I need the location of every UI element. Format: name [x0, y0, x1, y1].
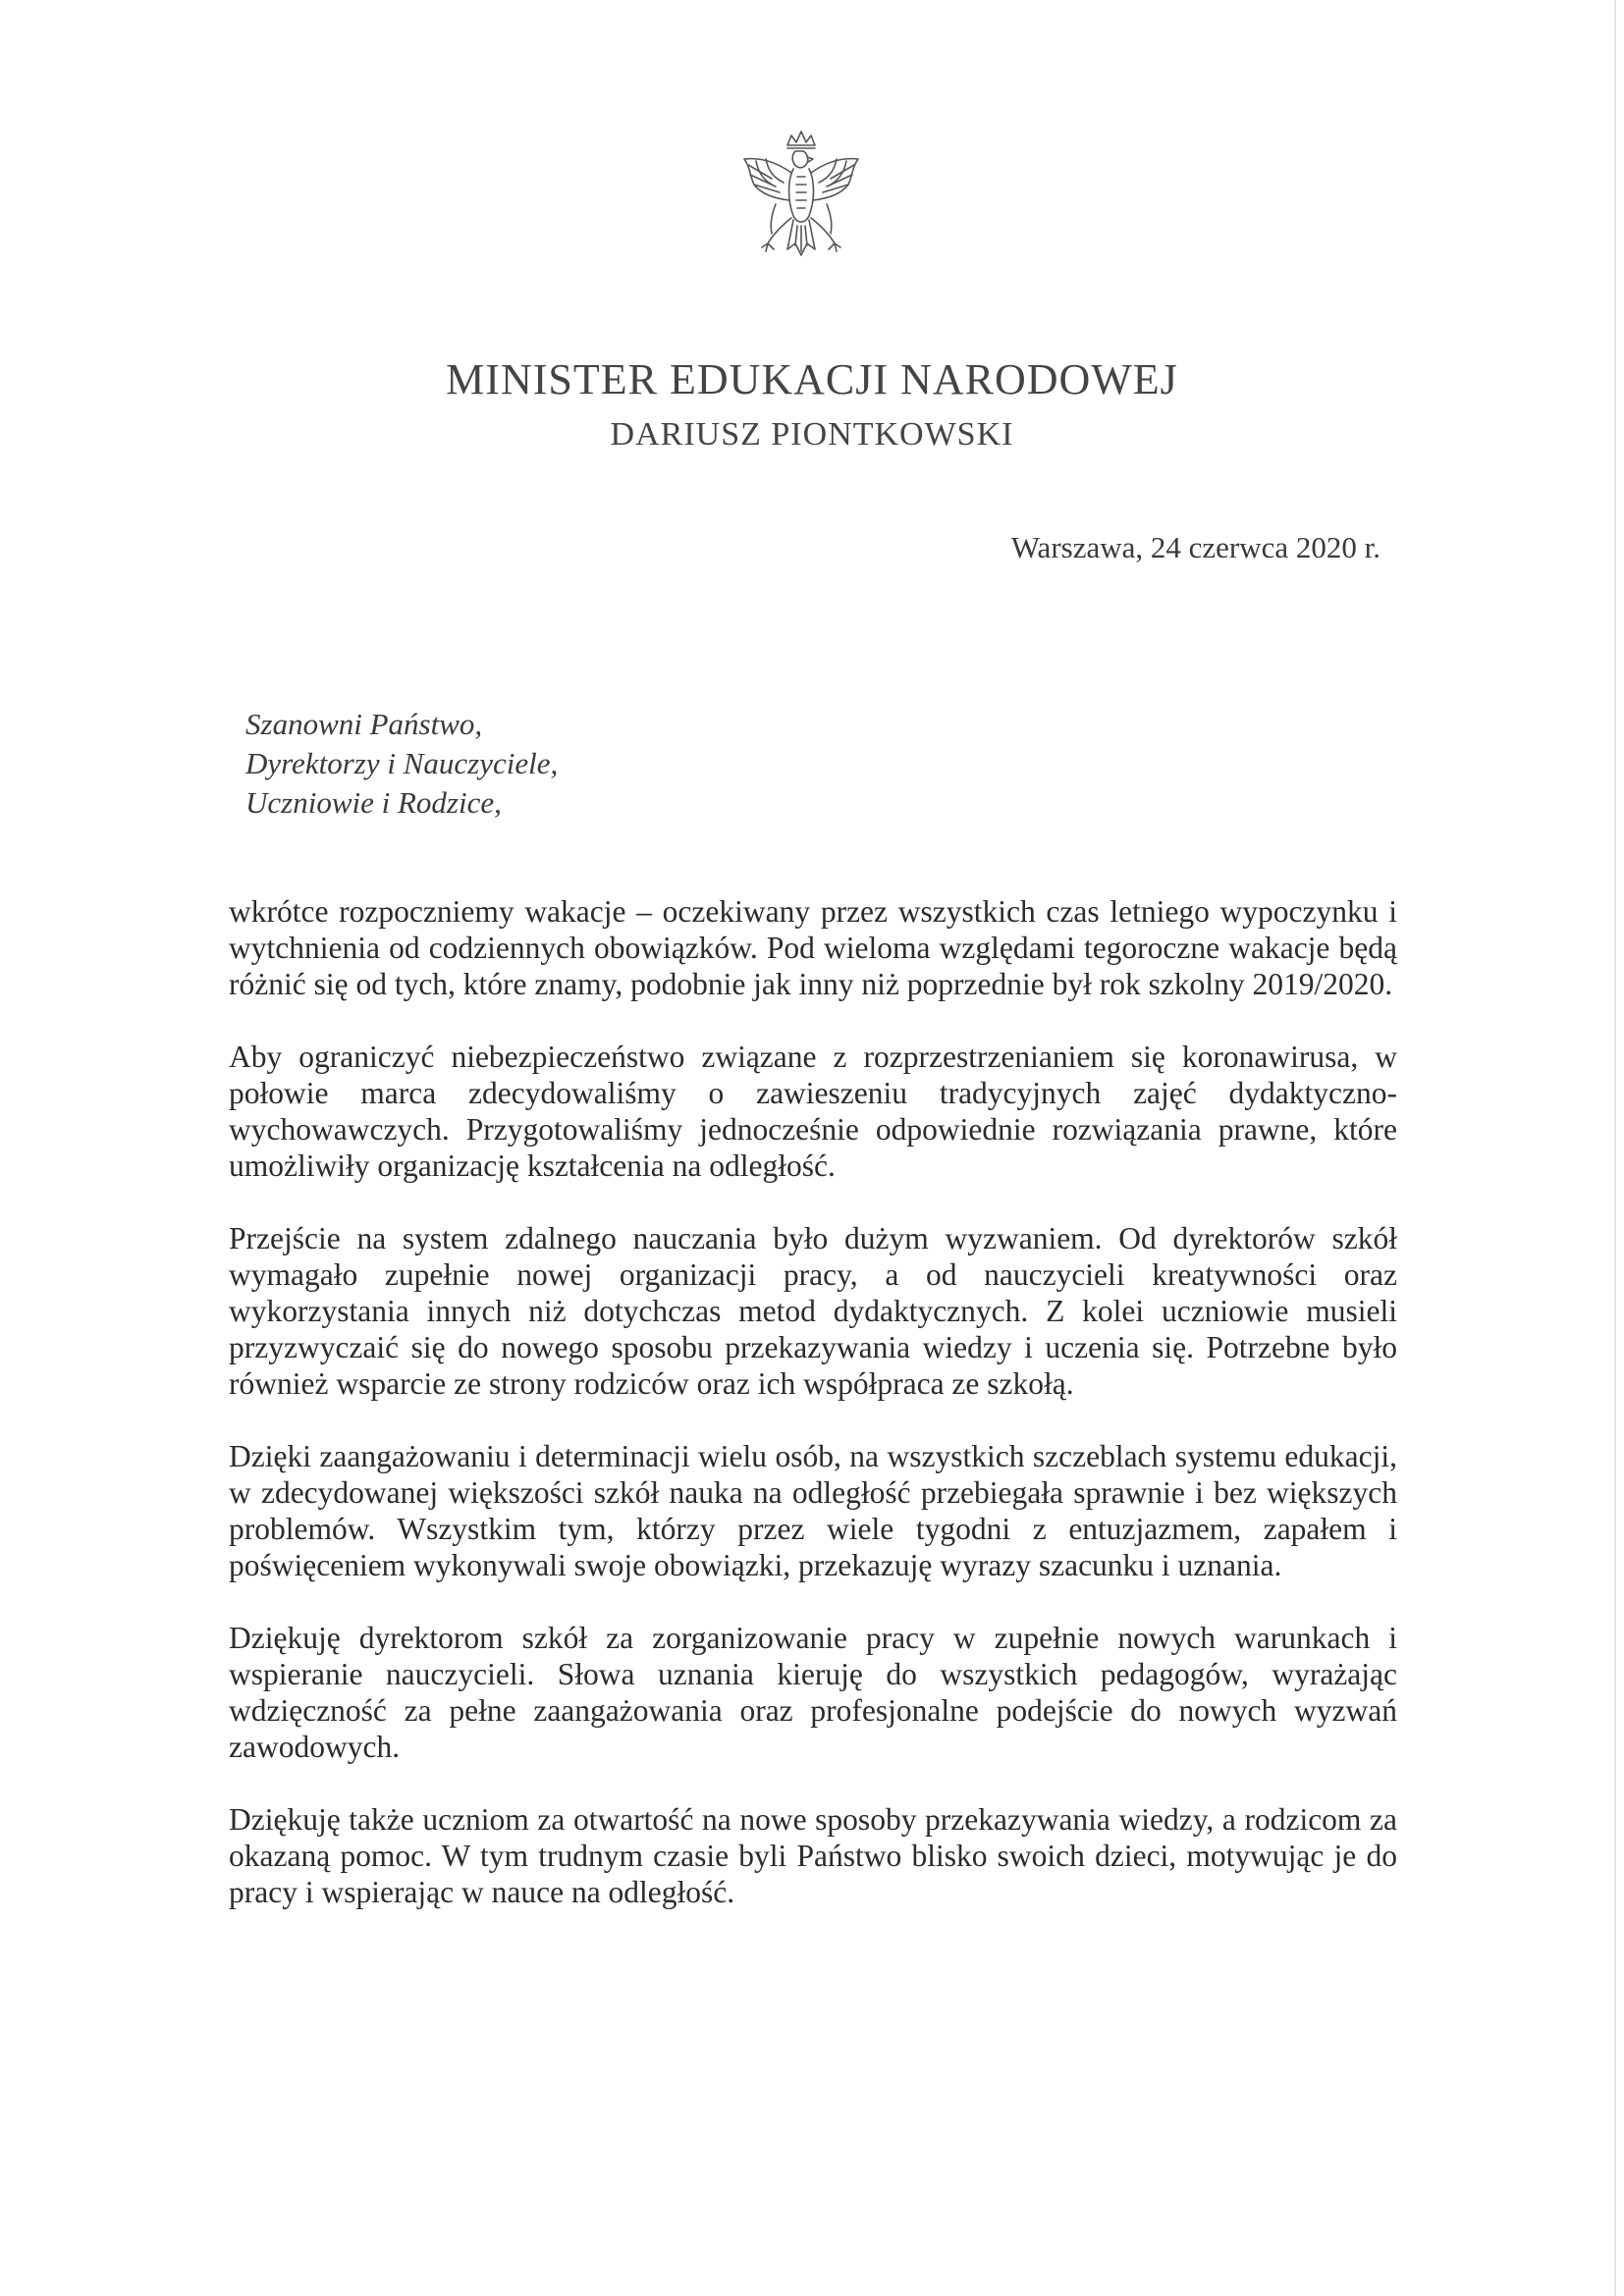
letter-body — [229, 893, 1397, 1947]
salutation-line: Szanowni Państwo, — [245, 707, 483, 741]
page-edge — [1614, 0, 1616, 2296]
body-paragraph: Dziękuję także uczniom za otwartość na nowe sposoby przekazywania wiedzy, a rodzicom za okazaną pomoc. W tym trudnym czasie byli Państwo blisko swoich dzieci, motywując je do pracy i wspierając w nauce na odległość. — [229, 1802, 1397, 1909]
minister-name: DARIUSZ PIONTKOWSKI — [610, 416, 1014, 453]
letterhead — [0, 353, 1624, 457]
salutation — [245, 705, 558, 823]
body-paragraph: wkrótce rozpoczniemy wakacje – oczekiwany przez wszystkich czas letniego wypoczynku i wytchnienia od codziennych obowiązków. Pod wieloma względami tegoroczne wakacje będą różnić się od tych, które znamy, podobnie jak inny niż poprzednie był rok szkolny 2019/2020. — [229, 894, 1397, 1001]
letter-date: Warszawa, 24 czerwca 2020 r. — [1010, 530, 1380, 564]
body-paragraph: Dziękuję dyrektorom szkół za zorganizowanie pracy w zupełnie nowych warunkach i wspieranie nauczycieli. Słowa uznania kieruję do wszystkich pedagogów, wyrażając wdzięczność za pełne zaangażowania oraz profesjonalne podejście do nowych wyzwań zawodowych. — [229, 1621, 1397, 1764]
eagle-emblem-icon — [732, 128, 870, 285]
minister-title: MINISTER EDUKACJI NARODOWEJ — [446, 355, 1178, 403]
body-paragraph: Przejście na system zdalnego nauczania było dużym wyzwaniem. Od dyrektorów szkół wymagało zupełnie nowej organizacji pracy, a od nauczycieli kreatywności oraz wykorzystania innych niż dotychczas metod dydaktycznych. Z kolei uczniowie musieli przyzwyczaić się do nowego sposobu przekazywania wiedzy i uczenia się. Potrzebne było również wsparcie ze strony rodziców oraz ich współpraca ze szkołą. — [229, 1221, 1397, 1401]
body-paragraph: Dzięki zaangażowaniu i determinacji wielu osób, na wszystkich szczeblach systemu edukacji, w zdecydowanej większości szkół nauka na odległość przebiegała sprawnie i bez większych problemów. Wszystkim tym, którzy przez wiele tygodni z entuzjazmem, zapałem i poświęceniem wykonywali swoje obowiązki, przekazuję wyrazy szacunku i uznania. — [229, 1439, 1397, 1582]
body-paragraph: Aby ograniczyć niebezpieczeństwo związane z rozprzestrzenianiem się koronawirusa, w połowie marca zdecydowaliśmy o zawieszeniu tradycyjnych zajęć dydaktyczno-wychowawczych. Przygotowaliśmy jednocześnie odpowiednie rozwiązania prawne, które umożliwiły organizację kształcenia na odległość. — [229, 1040, 1397, 1183]
salutation-line: Dyrektorzy i Nauczyciele, — [245, 746, 559, 780]
salutation-line: Uczniowie i Rodzice, — [245, 785, 502, 820]
